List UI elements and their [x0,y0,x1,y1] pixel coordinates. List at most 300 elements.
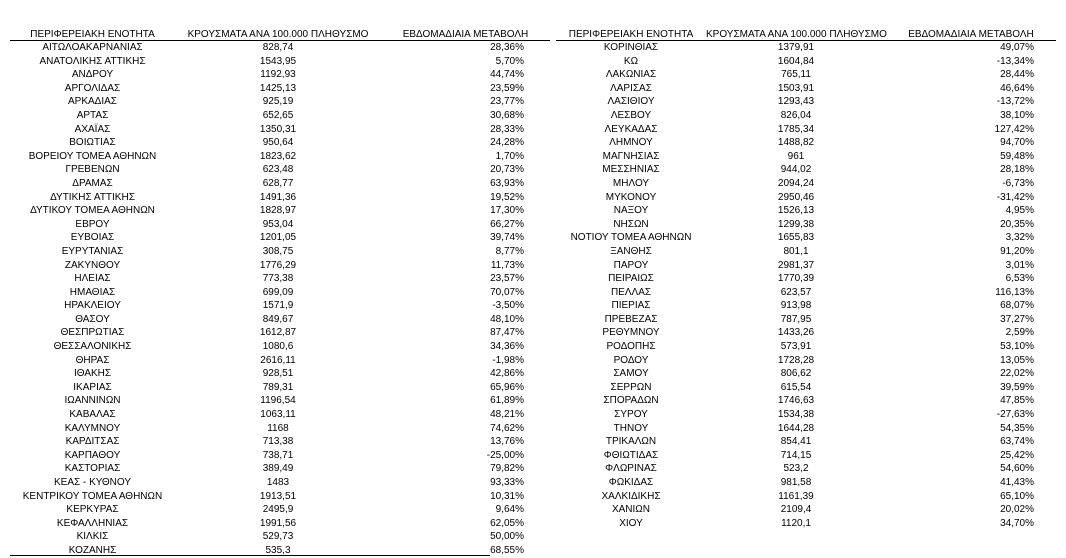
cases-cell: 2616,11 [260,354,296,366]
cases-cell: 623,57 [780,286,812,298]
cases-cell: 1063,11 [260,409,296,421]
change-cell: 65,96% [490,381,524,393]
cases-cell: 738,71 [262,449,294,461]
table-row [556,82,1056,96]
change-cell: -13,72% [996,96,1034,108]
change-cell: 23,59% [490,82,524,94]
table-row [10,123,550,137]
right-header-change: ΕΒΔΟΜΑΔΙΑΙΑ ΜΕΤΑΒΟΛΗ [886,28,1056,41]
table-row [556,136,1056,150]
cases-cell: 913,98 [780,300,812,312]
region-cell: ΕΥΡΥΤΑΝΙΑΣ [61,245,124,257]
left-header-cases: ΚΡΟΥΣΜΑΤΑ ΑΝΑ 100.000 ΠΛΗΘΥΣΜΟ [175,28,381,41]
cases-cell: 1828,97 [259,205,297,217]
cases-cell: 981,58 [780,477,812,488]
change-cell: 19,52% [490,191,524,203]
region-cell: ΕΒΡΟΥ [75,218,110,230]
cases-cell: 2109,4 [780,504,812,516]
table-row [556,462,1056,476]
region-cell: ΠΕΙΡΑΙΩΣ [608,273,654,285]
change-cell: 54,60% [1000,463,1034,475]
bottom-rule [10,555,490,556]
change-cell: 9,64% [495,504,524,516]
region-cell: ΛΑΣΙΘΙΟΥ [607,96,655,108]
change-cell: 91,20% [1000,245,1034,257]
table-row [556,381,1056,395]
table-row [10,163,550,177]
change-cell: 46,64% [1000,82,1034,94]
region-cell: ΙΘΑΚΗΣ [73,368,112,380]
cases-cell: 1543,95 [259,55,297,67]
cases-cell: 2094,24 [777,177,815,189]
change-cell: 41,43% [1000,477,1034,488]
change-cell: -27,63% [996,409,1034,421]
cases-cell: 713,38 [262,436,294,448]
change-cell: 74,62% [490,422,524,434]
change-cell: 68,55% [490,544,524,556]
region-cell: ΜΥΚΟΝΟΥ [605,191,657,203]
change-cell: -13,34% [996,55,1034,67]
cases-cell: 1913,51 [259,490,297,502]
change-cell: 1,70% [495,150,524,162]
region-cell: ΘΕΣΠΡΩΤΙΑΣ [60,327,125,339]
table-row [556,449,1056,463]
region-cell: ΚΑΛΥΜΝΟΥ [64,422,121,434]
table-row [10,381,550,395]
change-cell: 54,35% [1000,422,1034,434]
cases-cell: 1080,6 [262,341,294,353]
cases-cell: 1192,93 [260,69,296,81]
change-cell: 6,53% [1005,273,1034,285]
cases-cell: 1728,28 [777,354,815,366]
change-cell: 53,10% [1000,341,1034,353]
region-cell: ΜΗΛΟΥ [612,177,650,189]
table-row [10,299,550,313]
change-cell: 39,59% [1000,381,1034,393]
cases-cell: 961 [787,150,805,162]
left-table-body [10,41,550,558]
region-cell: ΗΡΑΚΛΕΙΟΥ [64,300,121,312]
table-row [10,259,550,273]
cases-cell: 953,04 [262,218,294,230]
table-row [556,177,1056,191]
cases-cell: 1644,28 [777,422,815,434]
region-cell: ΚΑΣΤΟΡΙΑΣ [64,463,121,475]
region-cell: ΗΜΑΘΙΑΣ [69,286,116,298]
table-row [10,530,550,544]
table-row [10,517,550,531]
change-cell: 23,77% [490,96,524,108]
change-cell: 79,82% [490,463,524,475]
change-cell: 66,27% [490,218,524,230]
cases-cell: 535,3 [265,544,291,556]
change-cell: 62,05% [490,517,524,529]
cases-cell: 1350,31 [259,123,297,135]
region-cell: ΞΑΝΘΗΣ [610,245,652,257]
change-cell: 50,00% [490,531,524,543]
region-cell: ΚΙΛΚΙΣ [76,531,109,543]
change-cell: 5,70% [495,55,524,67]
table-row [10,408,550,422]
table-row [10,204,550,218]
region-cell: ΣΠΟΡΑΔΩΝ [603,395,659,407]
table-row [556,150,1056,164]
table-row [10,82,550,96]
region-cell: ΔΡΑΜΑΣ [72,177,113,189]
region-cell: ΚΕΝΤΡΙΚΟΥ ΤΟΜΕΑ ΑΘΗΝΩΝ [22,490,163,502]
region-cell: ΑΧΑΪΑΣ [74,123,111,135]
region-cell: ΛΗΜΝΟΥ [609,137,653,149]
change-cell: 20,35% [1000,218,1034,230]
cases-cell: 523,2 [783,463,809,475]
table-row [10,313,550,327]
table-row [10,41,550,55]
table-row [556,286,1056,300]
change-cell: 34,36% [490,341,524,353]
region-cell: ΚΩ [623,55,639,67]
left-data-table [10,28,550,558]
change-cell: 127,42% [994,123,1034,135]
change-cell: 38,10% [1000,109,1034,121]
region-cell: ΧΙΟΥ [619,517,643,529]
change-cell: 93,33% [490,477,524,488]
cases-cell: 1612,87 [259,327,297,339]
change-cell: 39,74% [490,232,524,244]
cases-cell: 765,11 [781,69,811,81]
change-cell: 44,74% [490,69,524,81]
cases-cell: 1433,26 [777,327,815,339]
cases-cell: 1120,1 [781,517,811,529]
table-row [556,394,1056,408]
cases-cell: 389,49 [262,463,294,475]
table-row [556,435,1056,449]
table-row [10,136,550,150]
cases-cell: 1196,54 [260,395,296,407]
change-cell: 30,68% [490,109,524,121]
table-row [556,272,1056,286]
cases-cell: 573,91 [780,341,812,353]
table-row [10,422,550,436]
region-cell: ΦΘΙΩΤΙΔΑΣ [603,449,659,461]
region-cell: ΚΕΑΣ - ΚΥΘΝΟΥ [54,477,131,488]
region-cell: ΚΕΡΚΥΡΑΣ [66,504,119,516]
change-cell: 3,32% [1005,232,1034,244]
table-row [10,245,550,259]
change-cell: 28,33% [490,123,524,135]
change-cell: 61,89% [490,395,524,407]
region-cell: ΠΙΕΡΙΑΣ [611,300,651,312]
cases-cell: 1299,38 [777,218,815,230]
region-cell: ΡΕΘΥΜΝΟΥ [602,327,660,339]
cases-cell: 2495,9 [262,504,294,516]
table-row [10,177,550,191]
table-row [556,326,1056,340]
table-row [556,191,1056,205]
table-row [556,109,1056,123]
region-cell: ΛΑΚΩΝΙΑΣ [605,69,657,81]
cases-cell: 1604,84 [777,55,815,67]
change-cell: 10,31% [490,490,524,502]
change-cell: 59,48% [1000,150,1034,162]
right-data-table [556,28,1056,530]
cases-cell: 1168 [267,422,289,434]
change-cell: 2,59% [1005,327,1034,339]
cases-cell: 828,74 [262,42,294,53]
cases-cell: 623,48 [262,164,294,176]
region-cell: ΑΝΔΡΟΥ [71,69,114,81]
table-row [10,150,550,164]
table-row [556,123,1056,137]
change-cell: 28,44% [1000,69,1034,81]
region-cell: ΝΗΣΩΝ [613,218,649,230]
region-cell: ΖΑΚΥΝΘΟΥ [64,259,121,271]
change-cell: 20,02% [1000,504,1034,516]
cases-cell: 714,15 [780,449,812,461]
region-cell: ΝΟΤΙΟΥ ΤΟΜΕΑ ΑΘΗΝΩΝ [570,232,692,244]
table-row [10,503,550,517]
region-cell: ΙΚΑΡΙΑΣ [73,381,112,393]
table-row [556,259,1056,273]
change-cell: 47,85% [1000,395,1034,407]
table-row [10,449,550,463]
table-row [10,394,550,408]
change-cell: 49,07% [1000,42,1034,53]
cases-cell: 944,02 [780,164,812,176]
table-row [10,367,550,381]
right-header-row [556,28,1056,41]
change-cell: 37,27% [1000,313,1034,325]
table-row [556,41,1056,55]
region-cell: ΚΑΡΔΙΤΣΑΣ [65,436,120,448]
table-row [556,476,1056,490]
change-cell: -31,42% [996,191,1034,203]
cases-cell: 1503,91 [777,82,815,94]
cases-cell: 789,31 [262,381,294,393]
table-row [10,95,550,109]
table-row [556,55,1056,69]
region-cell: ΦΩΚΙΔΑΣ [608,477,654,488]
right-header-region: ΠΕΡΙΦΕΡΕΙΑΚΗ ΕΝΟΤΗΤΑ [556,28,706,41]
table-row [10,490,550,504]
cases-cell: 1293,43 [777,96,815,108]
region-cell: ΘΑΣΟΥ [75,313,110,325]
region-cell: ΜΕΣΣΗΝΙΑΣ [602,164,660,176]
change-cell: -6,73% [1002,177,1034,189]
table-row [556,313,1056,327]
region-cell: ΡΟΔΟΠΗΣ [606,341,656,353]
cases-cell: 925,19 [262,96,294,108]
region-cell: ΑΡΤΑΣ [76,109,109,121]
change-cell: 13,76% [490,436,524,448]
table-row [556,367,1056,381]
table-row [556,245,1056,259]
region-cell: ΚΑΒΑΛΑΣ [69,409,116,421]
table-row [556,218,1056,232]
cases-cell: 849,67 [262,313,294,325]
cases-cell: 1526,13 [777,205,815,217]
table-row [10,68,550,82]
cases-cell: 801,1 [783,245,809,257]
region-cell: ΘΗΡΑΣ [75,354,110,366]
change-cell: -1,98% [492,354,524,366]
region-cell: ΣΥΡΟΥ [614,409,648,421]
region-cell: ΣΕΡΡΩΝ [610,381,652,393]
region-cell: ΠΕΛΛΑΣ [610,286,652,298]
cases-cell: 1770,39 [777,273,815,285]
change-cell: 8,77% [495,245,524,257]
cases-cell: 628,77 [262,177,294,189]
change-cell: 28,18% [1000,164,1034,176]
change-cell: 20,73% [490,164,524,176]
table-row [10,272,550,286]
left-header-row [10,28,550,41]
change-cell: 34,70% [1000,517,1034,529]
table-row [10,286,550,300]
region-cell: ΤΡΙΚΑΛΩΝ [605,436,657,448]
region-cell: ΠΑΡΟΥ [613,259,649,271]
change-cell: 94,70% [1000,137,1034,149]
cases-cell: 1655,83 [777,232,815,244]
cases-cell: 1483 [266,477,290,488]
cases-cell: 1823,62 [259,150,297,162]
region-cell: ΚΑΡΠΑΘΟΥ [64,449,121,461]
cases-cell: 699,09 [262,286,294,298]
region-cell: ΚΕΦΑΛΛΗΝΙΑΣ [56,517,129,529]
cases-cell: 615,54 [780,381,812,393]
left-header-region: ΠΕΡΙΦΕΡΕΙΑΚΗ ΕΝΟΤΗΤΑ [10,28,175,41]
region-cell: ΦΛΩΡΙΝΑΣ [605,463,657,475]
cases-cell: 1425,13 [259,82,297,94]
table-row [10,476,550,490]
region-cell: ΣΑΜΟΥ [613,368,649,380]
region-cell: ΒΟΙΩΤΙΑΣ [69,137,116,149]
table-row [10,218,550,232]
change-cell: 42,86% [490,368,524,380]
region-cell: ΑΝΑΤΟΛΙΚΗΣ ΑΤΤΙΚΗΣ [39,55,146,67]
change-cell: 116,13% [995,286,1034,298]
cases-cell: 787,95 [780,313,812,325]
table-row [10,109,550,123]
cases-cell: 1571,9 [262,300,294,312]
table-row [10,326,550,340]
region-cell: ΡΟΔΟΥ [613,354,649,366]
change-cell: 23,57% [490,273,524,285]
region-cell: ΑΙΤΩΛΟΑΚΑΡΝΑΝΙΑΣ [42,42,143,53]
table-row [10,462,550,476]
cases-cell: 1776,29 [259,259,297,271]
change-cell: 4,95% [1005,205,1034,217]
change-cell: 17,30% [490,205,524,217]
change-cell: 87,47% [490,327,524,339]
region-cell: ΚΟΡΙΝΘΙΑΣ [603,42,659,53]
table-row [556,517,1056,531]
table-row [556,340,1056,354]
cases-cell: 529,73 [262,531,294,543]
cases-cell: 773,38 [262,273,294,285]
change-cell: 28,36% [490,42,524,53]
cases-cell: 1746,63 [777,395,815,407]
change-cell: 48,10% [490,313,524,325]
cases-cell: 652,65 [262,109,294,121]
table-row [10,191,550,205]
change-cell: 22,02% [1000,368,1034,380]
table-row [556,231,1056,245]
right-header-cases: ΚΡΟΥΣΜΑΤΑ ΑΝΑ 100.000 ΠΛΗΘΥΣΜΟ [706,28,887,40]
cases-cell: 928,51 [262,368,294,380]
table-row [10,55,550,69]
table-row [556,408,1056,422]
change-cell: 70,07% [490,286,524,298]
region-cell: ΠΡΕΒΕΖΑΣ [604,313,658,325]
region-cell: ΛΕΥΚΑΔΑΣ [604,123,658,135]
table-row [556,163,1056,177]
region-cell: ΔΥΤΙΚΟΥ ΤΟΜΕΑ ΑΘΗΝΩΝ [30,205,155,217]
region-cell: ΛΑΡΙΣΑΣ [610,82,652,94]
right-table-body [556,41,1056,531]
region-cell: ΗΛΕΙΑΣ [74,273,111,285]
cases-cell: 806,62 [780,368,812,380]
table-row [556,503,1056,517]
table-row [556,422,1056,436]
cases-cell: 1488,82 [777,137,815,149]
cases-cell: 854,41 [780,436,812,448]
cases-cell: 2950,46 [777,191,815,203]
change-cell: 63,93% [490,177,524,189]
table-row [556,299,1056,313]
left-header-change: ΕΒΔΟΜΑΔΙΑΙΑ ΜΕΤΑΒΟΛΗ [381,28,550,41]
region-cell: ΤΗΝΟΥ [613,422,649,434]
change-cell: 3,01% [1005,259,1034,271]
region-cell: ΚΟΖΑΝΗΣ [68,544,117,556]
cases-cell: 1534,38 [777,409,815,421]
cases-cell: 1379,91 [777,42,815,53]
cases-cell: 950,64 [262,137,294,149]
table-row [10,231,550,245]
region-cell: ΙΩΑΝΝΙΝΩΝ [64,395,121,407]
change-cell: 63,74% [1000,436,1034,448]
change-cell: -3,50% [492,300,524,312]
cases-cell: 1991,56 [259,517,297,529]
cases-cell: 1201,05 [259,232,297,244]
table-row [10,435,550,449]
region-cell: ΒΟΡΕΙΟΥ ΤΟΜΕΑ ΑΘΗΝΩΝ [28,150,157,162]
region-cell: ΔΥΤΙΚΗΣ ΑΤΤΙΚΗΣ [50,191,135,203]
region-cell: ΕΥΒΟΙΑΣ [70,232,115,244]
region-cell: ΜΑΓΝΗΣΙΑΣ [602,150,660,162]
table-row [10,340,550,354]
table-row [556,354,1056,368]
cases-cell: 1161,39 [778,490,814,502]
change-cell: 11,73% [490,259,524,271]
cases-cell: 308,75 [262,245,294,257]
table-row [556,204,1056,218]
region-cell: ΧΑΛΚΙΔΙΚΗΣ [601,490,661,502]
change-cell: 13,05% [1000,354,1034,366]
table-row [10,354,550,368]
region-cell: ΘΕΣΣΑΛΟΝΙΚΗΣ [53,341,132,353]
cases-cell: 2981,37 [777,259,815,271]
region-cell: ΑΡΓΟΛΙΔΑΣ [64,82,121,94]
region-cell: ΓΡΕΒΕΝΩΝ [65,164,120,176]
table-row [556,68,1056,82]
change-cell: 24,28% [490,137,524,149]
table-row [556,490,1056,504]
cases-cell: 1491,36 [259,191,297,203]
cases-cell: 826,04 [780,109,812,121]
region-cell: ΑΡΚΑΔΙΑΣ [68,96,117,108]
table-row [556,95,1056,109]
change-cell: 68,07% [1000,300,1034,312]
